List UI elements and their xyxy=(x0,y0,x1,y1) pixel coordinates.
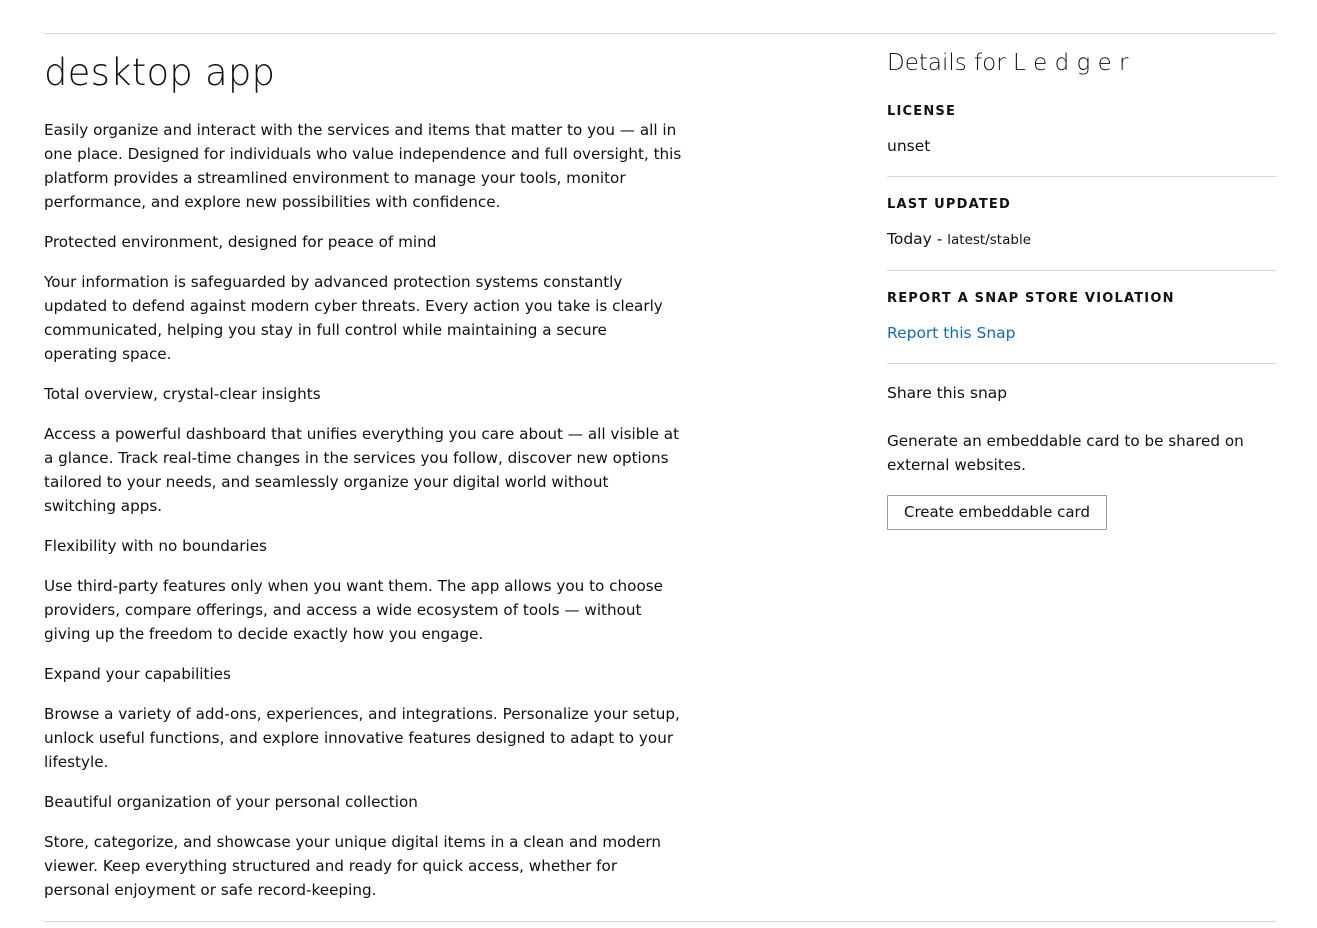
license-section xyxy=(887,104,1277,177)
description-paragraph: Use third-party features only when you want them. The app allows you to choose providers, compare offerings, and access a wide ecosystem of tools — without giving up the freedom to decide exactly how you engage. xyxy=(44,577,663,643)
bottom-divider xyxy=(44,921,1277,922)
share-description: Generate an embeddable card to be shared on external websites. xyxy=(887,432,1244,474)
last-updated-heading: LAST UPDATED xyxy=(887,197,1011,212)
last-updated-date: Today - xyxy=(887,230,948,248)
share-heading: Share this snap xyxy=(887,384,1008,402)
details-sidebar xyxy=(887,46,1277,530)
report-heading: REPORT A SNAP STORE VIOLATION xyxy=(887,291,1175,306)
description xyxy=(44,118,684,902)
description-paragraph: Browse a variety of add-ons, experiences, and integrations. Personalize your setup, unlock useful functions, and explore innovative features designed to adapt to your lifestyle. xyxy=(44,705,680,771)
description-paragraph: Store, categorize, and showcase your unique digital items in a clean and modern viewer. Keep everything structured and ready for quick access, whether for personal enjoyment or safe record-keeping. xyxy=(44,833,662,899)
report-snap-link[interactable]: Report this Snap xyxy=(887,324,1016,342)
report-section xyxy=(887,291,1277,364)
share-section xyxy=(887,381,1277,530)
description-paragraph: Access a powerful dashboard that unifies everything you care about — all visible at a glance. Track real-time changes in the services you follow, discover new options tailored to your needs, and seamlessly organize your digital world without switching apps. xyxy=(44,425,680,515)
page-title: desktop app xyxy=(44,51,276,94)
description-paragraph: Your information is safeguarded by advanced protection systems constantly updated to defend against modern cyber threats. Every action you take is clearly communicated, helping you stay in full control while maintaining a secure operating space. xyxy=(44,273,663,363)
top-divider xyxy=(44,33,1277,34)
license-heading: LICENSE xyxy=(887,104,957,119)
create-embeddable-card-button[interactable]: Create embeddable card xyxy=(887,495,1107,530)
license-value: unset xyxy=(887,137,931,155)
main-content xyxy=(44,50,684,918)
description-subheading: Flexibility with no boundaries xyxy=(44,537,267,555)
description-paragraph: Easily organize and interact with the services and items that matter to you — all in one place. Designed for individuals who value independence and full oversight, this platform provides a streamlined environment to manage your tools, monitor performance, and explore new possibilities with confidence. xyxy=(44,121,682,211)
last-updated-value xyxy=(887,227,1277,252)
last-updated-channel: latest/stable xyxy=(947,232,1032,248)
description-subheading: Expand your capabilities xyxy=(44,665,231,683)
description-subheading: Total overview, crystal-clear insights xyxy=(44,385,321,403)
description-subheading: Beautiful organization of your personal collection xyxy=(44,793,418,811)
description-subheading: Protected environment, designed for peace of mind xyxy=(44,233,437,251)
details-title: Details for L e d g e r xyxy=(887,50,1129,76)
last-updated-section xyxy=(887,197,1277,271)
